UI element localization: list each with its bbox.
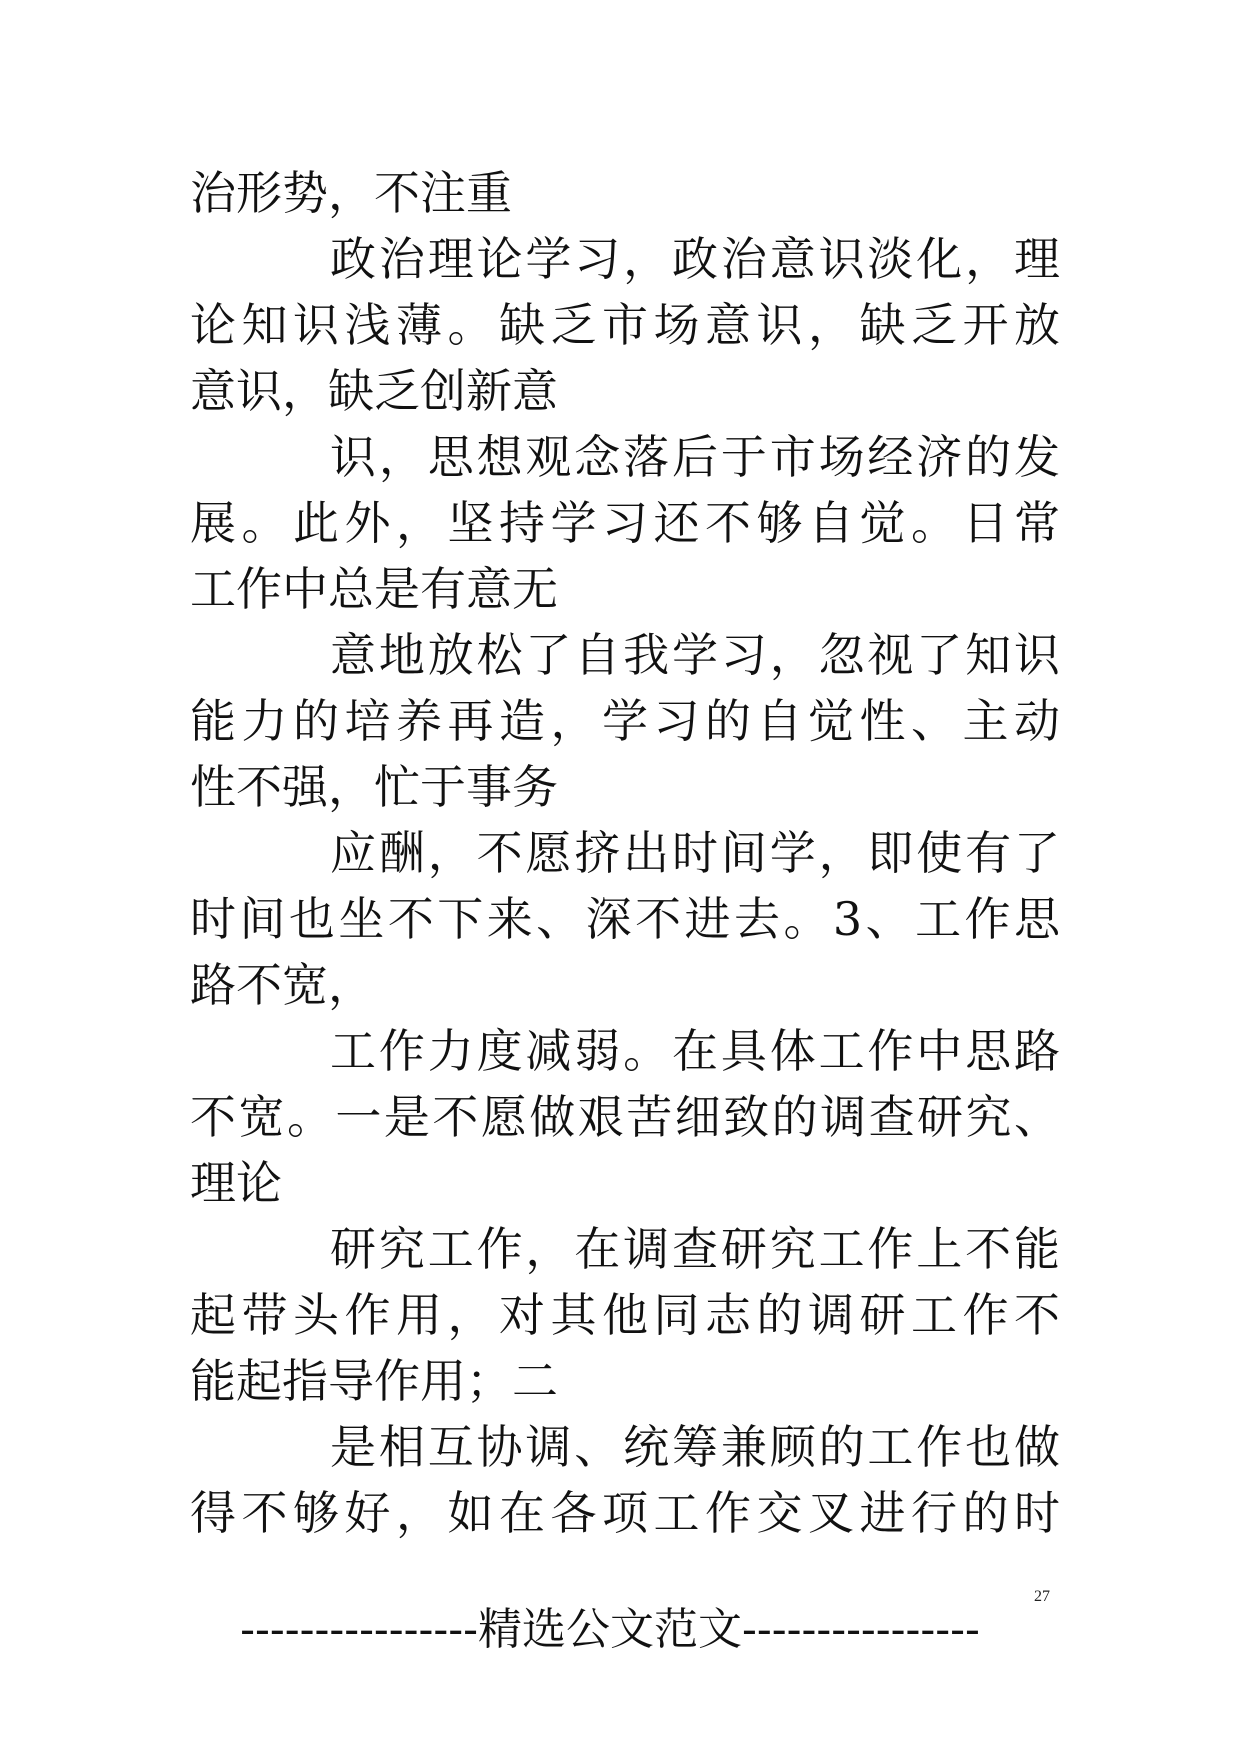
paragraph-5 (190, 820, 1060, 1018)
text-line: 起带头作用，对其他同志的调研工作不 (190, 1288, 1060, 1342)
text-line: 能力的培养再造，学习的自觉性、主动 (190, 694, 1060, 748)
text-line: 论知识浅薄。缺乏市场意识，缺乏开放 (190, 298, 1060, 352)
paragraph-4 (190, 622, 1060, 820)
paragraph-3 (190, 424, 1060, 622)
text-line: 是相互协调、统筹兼顾的工作也做 (330, 1420, 1060, 1474)
footer-banner: ----------------精选公文范文---------------- (240, 1604, 980, 1655)
page-number: 27 (1034, 1588, 1050, 1605)
paragraph-7 (190, 1216, 1060, 1414)
text-line: 意地放松了自我学习，忽视了知识 (330, 628, 1060, 682)
text-line: 时间也坐不下来、深不进去。3、工作思 (190, 892, 1060, 946)
body-text (190, 160, 1060, 1546)
text-line: 研究工作，在调查研究工作上不能 (330, 1222, 1060, 1276)
text-line: 路不宽， (190, 958, 374, 1012)
text-line: 得不够好，如在各项工作交叉进行的时 (190, 1486, 1060, 1540)
text-line: 能起指导作用；二 (190, 1354, 558, 1408)
paragraph-2 (190, 226, 1060, 424)
paragraph-8 (190, 1414, 1060, 1546)
text-line: 政治理论学习，政治意识淡化，理 (330, 232, 1060, 286)
text-line: 工作中总是有意无 (190, 562, 558, 616)
text-line: 展。此外，坚持学习还不够自觉。日常 (190, 496, 1060, 550)
text-line: 应酬，不愿挤出时间学，即使有了 (330, 826, 1060, 880)
text-line: 理论 (190, 1156, 282, 1210)
text-line: 识，思想观念落后于市场经济的发 (330, 430, 1060, 484)
text-line: 性不强，忙于事务 (190, 760, 558, 814)
text-line: 治形势，不注重 (190, 166, 512, 220)
text-line: 不宽。一是不愿做艰苦细致的调查研究、 (190, 1090, 1060, 1144)
text-line: 意识，缺乏创新意 (190, 364, 558, 418)
text-line: 工作力度减弱。在具体工作中思路 (330, 1024, 1060, 1078)
paragraph-1 (190, 160, 1060, 226)
paragraph-6 (190, 1018, 1060, 1216)
